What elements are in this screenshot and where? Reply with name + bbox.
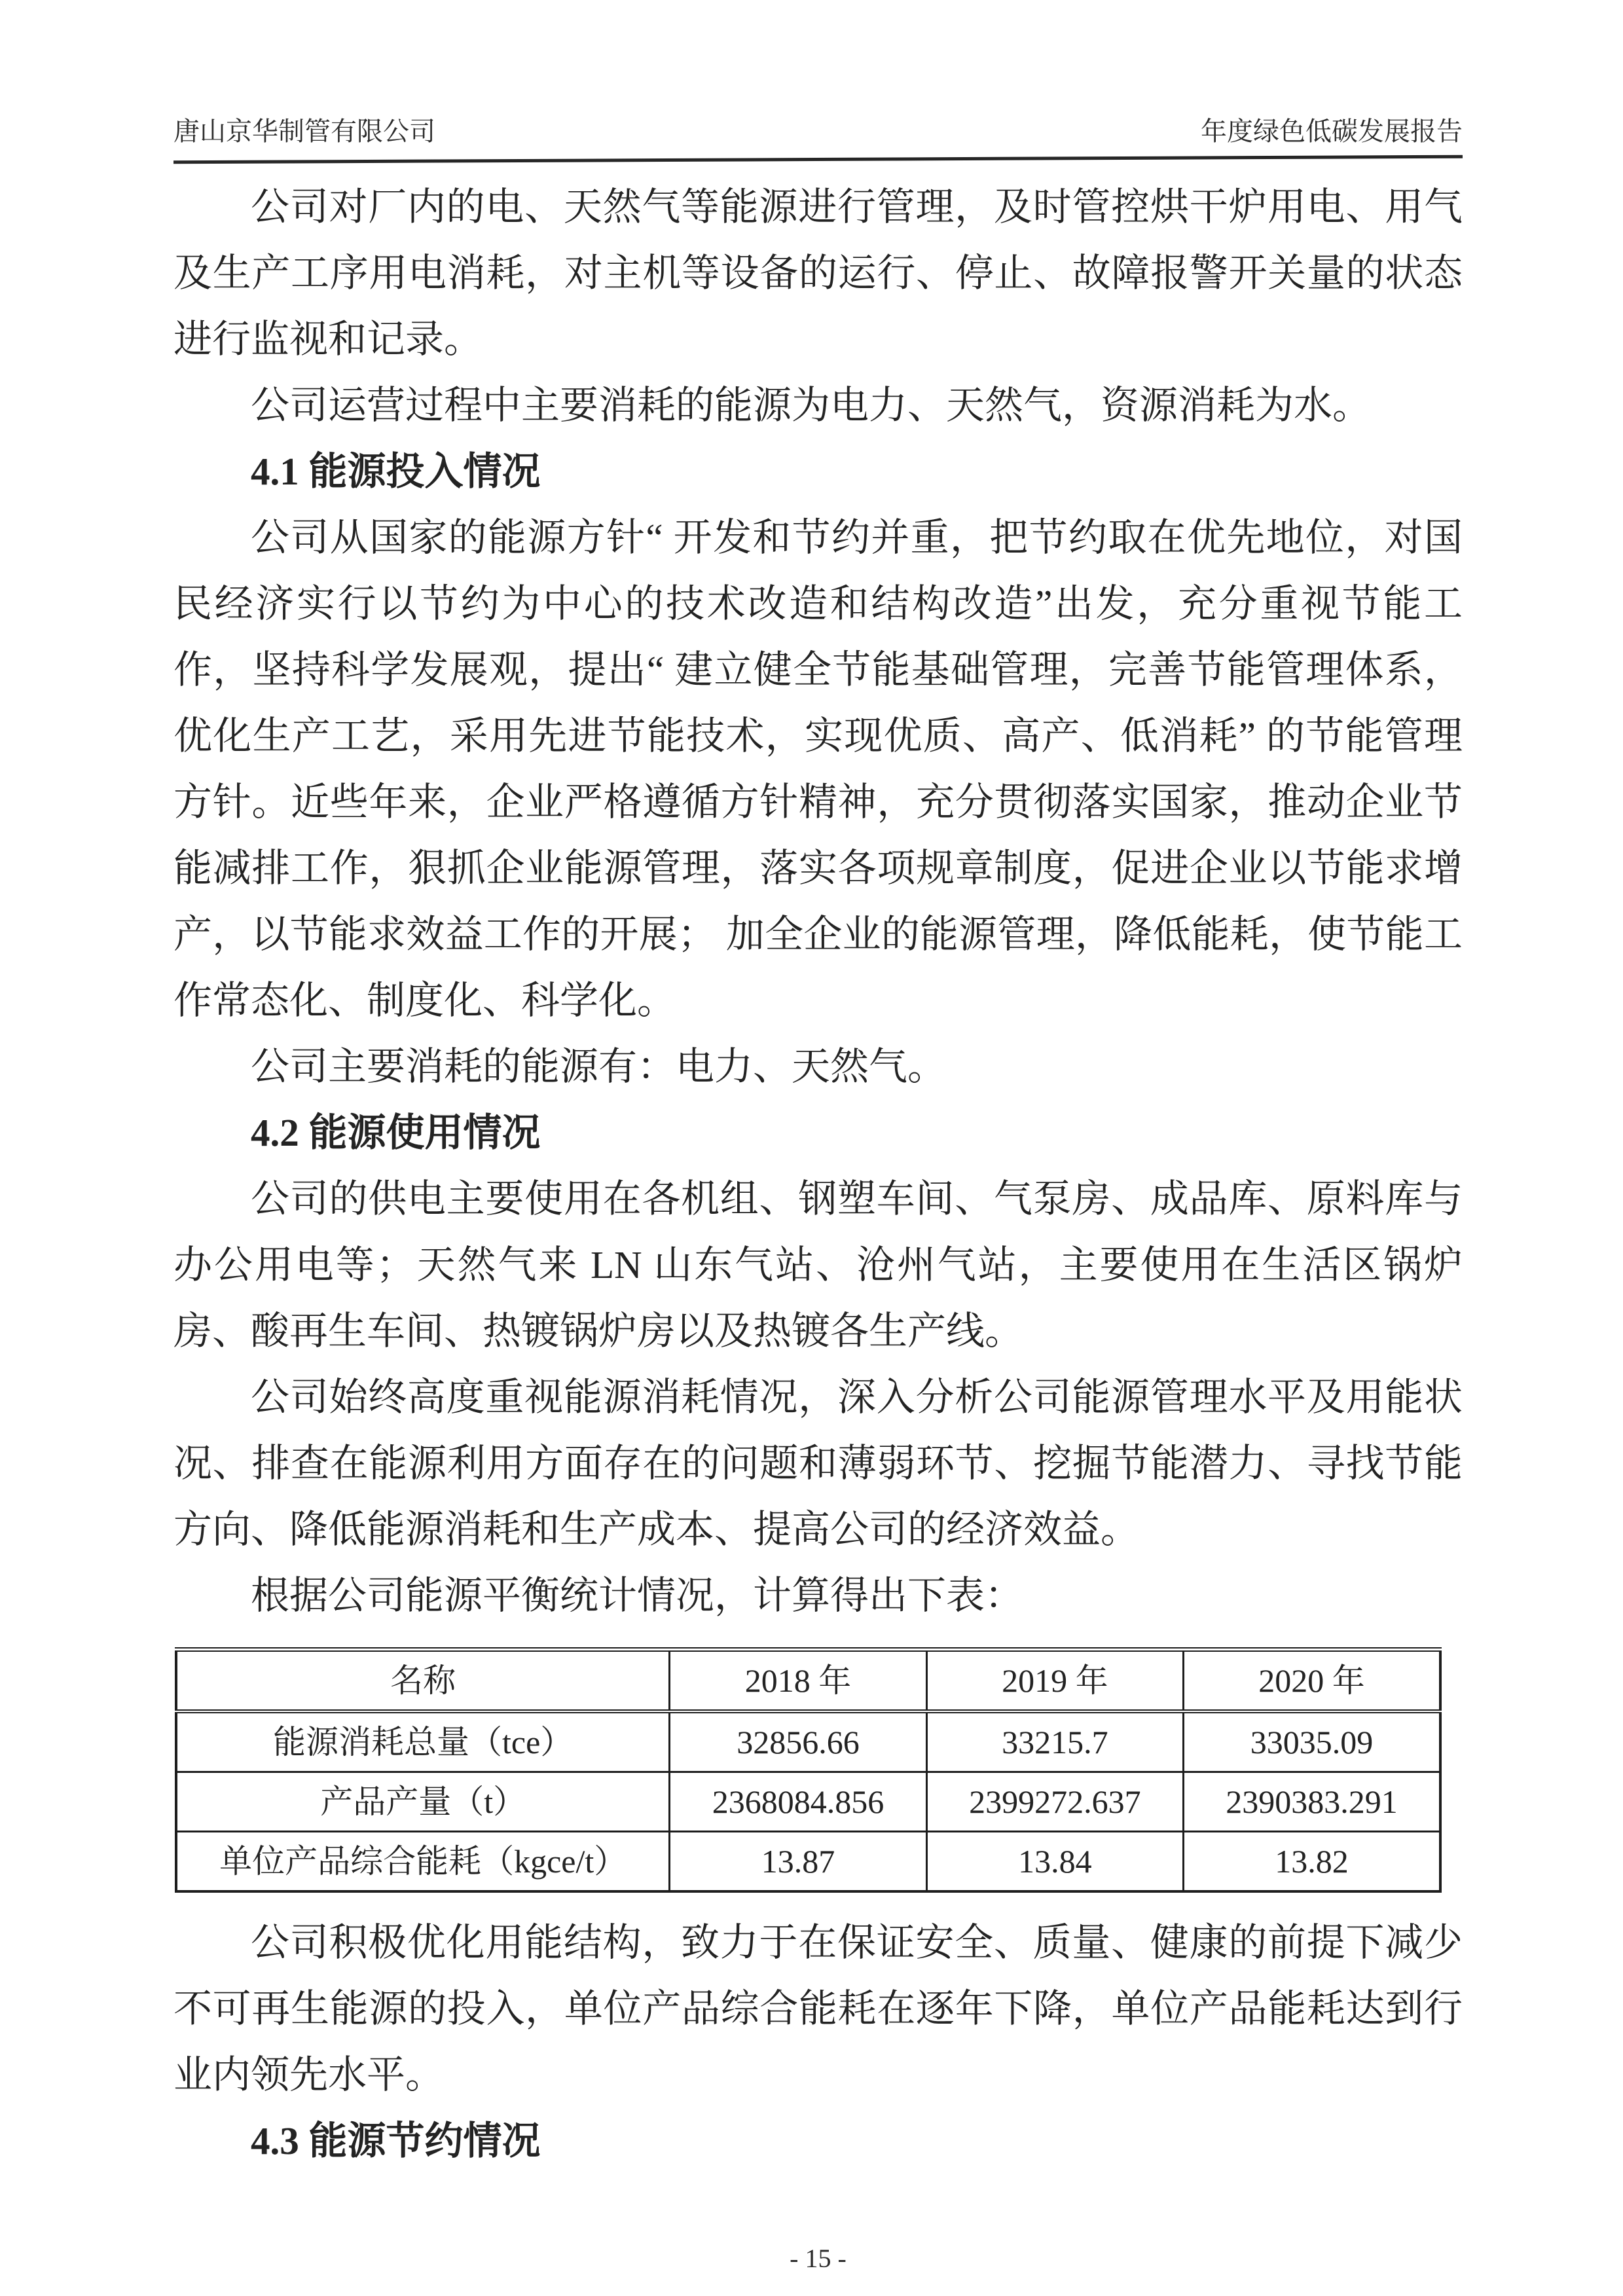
- table-cell-label: 产品产量（t）: [176, 1772, 670, 1832]
- table-cell-value: 2399272.637: [926, 1772, 1183, 1832]
- page-header: [173, 115, 1463, 149]
- table-header-name: 名称: [176, 1650, 670, 1712]
- heading-4-2-energy-usage: 4.2 能源使用情况: [251, 1111, 541, 1154]
- paragraph-energy-management: 公司对厂内的电、天然气等能源进行管理，及时管控烘干炉用电、用气及生产工序用电消耗，对主机等设备的运行、停止、故障报警开关量的状态进行监视和记录。: [173, 185, 1463, 361]
- table-cell-label: 能源消耗总量（tce）: [176, 1711, 670, 1772]
- table-cell-value: 32856.66: [670, 1711, 926, 1772]
- paragraph-energy-optimization: 公司积极优化用能结构，致力于在保证安全、质量、健康的前提下减少不可再生能源的投入，单位产品综合能耗在逐年下降，单位产品能耗达到行业内领先水平。: [173, 1921, 1463, 2096]
- header-company-name: 唐山京华制管有限公司: [173, 117, 435, 146]
- paragraph-energy-types: 公司主要消耗的能源有：电力、天然气。: [251, 1045, 947, 1088]
- table-header-row: [176, 1650, 1440, 1712]
- energy-balance-table: [175, 1647, 1442, 1893]
- paragraph-power-usage: 公司的供电主要使用在各机组、钢塑车间、气泵房、成品库、原料库与办公用电等；天然气来 LN 山东气站、沧州气站，主要使用在生活区锅炉房、酸再生车间、热镀锅炉房以及热镀各生产线。: [173, 1177, 1463, 1353]
- page-footer: [173, 2243, 1463, 2274]
- table-cell-value: 33035.09: [1184, 1711, 1440, 1772]
- header-report-title: 年度绿色低碳发展报告: [1201, 117, 1463, 146]
- table-row-product-output: [176, 1772, 1440, 1832]
- paragraph-table-intro: 根据公司能源平衡统计情况，计算得出下表：: [251, 1574, 1024, 1617]
- table-header-2018: 2018 年: [670, 1650, 926, 1712]
- table-cell-value: 13.84: [926, 1832, 1183, 1892]
- table-header-2020: 2020 年: [1184, 1650, 1440, 1712]
- table-row-unit-energy: [176, 1832, 1440, 1892]
- table-cell-value: 2368084.856: [670, 1772, 926, 1832]
- table-cell-label: 单位产品综合能耗（kgce/t）: [176, 1832, 670, 1892]
- paragraph-energy-policy: 公司从国家的能源方针“ 开发和节约并重，把节约取在优先地位，对国民经济实行以节约为中心的技术改造和结构改造”出发，充分重视节能工作，坚持科学发展观，提出“ 建立健全节能基础管理，完善节能管理体系，优化生产工艺，采用先进节能技术，实现优质、高产、低消耗” 的节能管理方针。近些年来，企业严格遵循方针精神，充分贯彻落实国家，推动企业节能减排工作，狠抓企业能源管理，落实各项规章制度，促进企业以节能求增产，以节能求效益工作的开展； 加全企业的能源管理，降低能耗，使节能工作常态化、制度化、科学化。: [173, 516, 1463, 1022]
- table-cell-value: 13.87: [670, 1832, 926, 1892]
- table-cell-value: 2390383.291: [1184, 1772, 1440, 1832]
- heading-4-1-energy-input: 4.1 能源投入情况: [251, 450, 541, 493]
- heading-4-3-energy-saving: 4.3 能源节约情况: [251, 2119, 541, 2162]
- header-divider-rule: [173, 155, 1463, 164]
- page-number: - 15 -: [790, 2244, 847, 2273]
- paragraph-energy-analysis: 公司始终高度重视能源消耗情况，深入分析公司能源管理水平及用能状况、排查在能源利用方面存在的问题和薄弱环节、挖掘节能潜力、寻找节能方向、降低能源消耗和生产成本、提高公司的经济效益。: [173, 1376, 1463, 1551]
- table-header-2019: 2019 年: [926, 1650, 1183, 1712]
- paragraph-main-energy-consumed: 公司运营过程中主要消耗的能源为电力、天然气，资源消耗为水。: [251, 384, 1372, 427]
- table-cell-value: 33215.7: [926, 1711, 1183, 1772]
- table-cell-value: 13.82: [1184, 1832, 1440, 1892]
- document-body: [173, 174, 1463, 2174]
- table-row-total-energy: [176, 1711, 1440, 1772]
